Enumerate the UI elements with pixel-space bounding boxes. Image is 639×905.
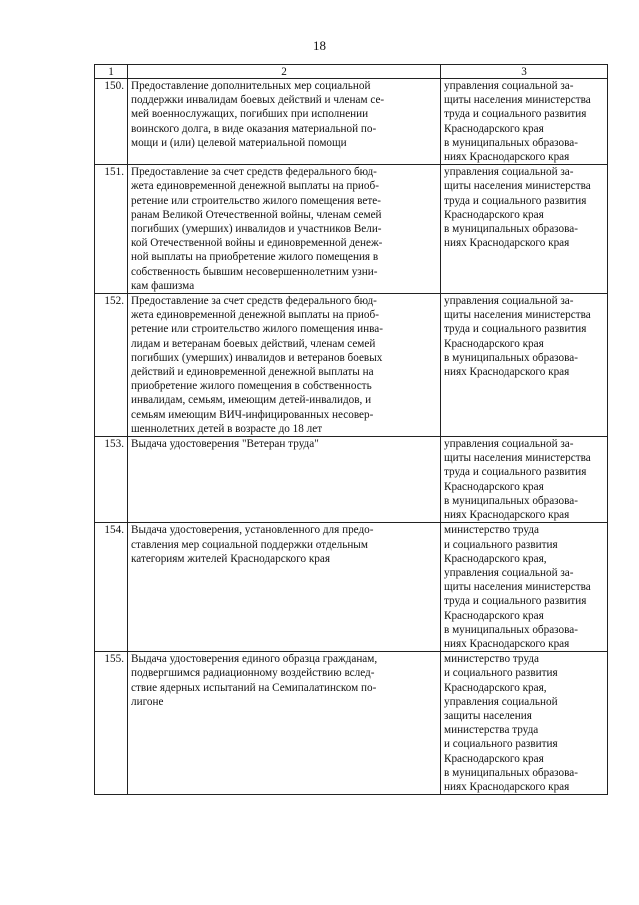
table-header bbox=[95, 65, 608, 79]
service-text-line: действий и единовременной денежной выплаты на bbox=[131, 366, 374, 379]
organization-text-line: управления социальной за- bbox=[444, 80, 574, 92]
responsible-organization bbox=[441, 165, 608, 294]
organization-text-line: в муниципальных образова- bbox=[444, 494, 578, 507]
service-description bbox=[128, 523, 441, 652]
organization-text-line: труда и социального развития bbox=[444, 323, 587, 336]
table-row bbox=[95, 294, 608, 437]
organization-text-line: Краснодарского края bbox=[444, 337, 544, 350]
organization-text-line: и социального развития bbox=[444, 738, 558, 751]
table-row bbox=[95, 79, 608, 165]
service-text-line: ставления мер социальной поддержки отдельным bbox=[131, 538, 368, 551]
responsible-organization bbox=[441, 523, 608, 652]
organization-text-line: защиты населения bbox=[444, 709, 532, 722]
service-text-line: ной выплаты на приобретение жилого помещения в bbox=[131, 251, 379, 264]
page-number: 18 bbox=[313, 38, 326, 53]
table-row bbox=[95, 437, 608, 523]
row-number: 154. bbox=[95, 523, 128, 652]
organization-text-line: ниях Краснодарского края bbox=[444, 509, 570, 522]
row-number: 150. bbox=[95, 79, 128, 165]
organization-text-line: управления социальной за- bbox=[444, 438, 574, 451]
table-body bbox=[95, 79, 608, 795]
service-text-line: жета единовременной денежной выплаты на приоб- bbox=[131, 180, 379, 193]
row-number: 155. bbox=[95, 652, 128, 795]
service-text-line: лигоне bbox=[131, 695, 164, 708]
service-text-line: воинского долга, в виде оказания материальной по- bbox=[131, 122, 377, 135]
service-text-line: погибших (умерших) инвалидов и участников Вели- bbox=[131, 223, 382, 236]
organization-text-line: министерства труда bbox=[444, 724, 539, 737]
service-text-line: мей военнослужащих, погибших при исполнении bbox=[131, 108, 369, 121]
service-description bbox=[128, 79, 441, 165]
organization-text-line: ниях Краснодарского края bbox=[444, 237, 570, 250]
organization-text-line: Краснодарского края, bbox=[444, 552, 547, 565]
organization-text-line: Краснодарского края bbox=[444, 480, 544, 493]
organization-text-line: труда и социального развития bbox=[444, 466, 587, 479]
organization-text-line: ниях Краснодарского края bbox=[444, 780, 570, 793]
service-text-line: мощи и (или) целевой материальной помощи bbox=[131, 136, 347, 149]
service-text-line: ретение или строительство жилого помещения вете- bbox=[131, 194, 381, 207]
service-text-line: Выдача удостоверения единого образца гражданам, bbox=[131, 653, 378, 666]
organization-text-line: щиты населения министерства bbox=[444, 309, 591, 322]
organization-text-line: и социального развития bbox=[444, 667, 558, 680]
organization-text-line: Краснодарского края bbox=[444, 122, 544, 135]
service-text-line: Выдача удостоверения "Ветеран труда" bbox=[131, 438, 319, 451]
organization-text-line: ниях Краснодарского края bbox=[444, 637, 570, 650]
organization-text-line: Краснодарского края bbox=[444, 208, 544, 221]
organization-text-line: министерство труда bbox=[444, 524, 539, 537]
responsible-organization bbox=[441, 437, 608, 523]
services-table bbox=[94, 64, 608, 795]
organization-text-line: ниях Краснодарского края bbox=[444, 151, 570, 164]
service-description bbox=[128, 437, 441, 523]
service-text-line: подвергшимся радиационному воздействию вслед- bbox=[131, 667, 375, 680]
organization-text-line: в муниципальных образова- bbox=[444, 136, 578, 149]
table-row bbox=[95, 652, 608, 795]
service-text-line: ретение или строительство жилого помещения инва- bbox=[131, 323, 383, 336]
service-text-line: Предоставление за счет средств федерального бюд- bbox=[131, 166, 377, 179]
organization-text-line: управления социальной за- bbox=[444, 566, 574, 579]
organization-text-line: щиты населения министерства bbox=[444, 180, 591, 193]
organization-text-line: министерство труда bbox=[444, 653, 539, 666]
service-text-line: Предоставление за счет средств федерального бюд- bbox=[131, 295, 377, 308]
table-row bbox=[95, 523, 608, 652]
service-description bbox=[128, 294, 441, 437]
table-row bbox=[95, 165, 608, 294]
row-number: 152. bbox=[95, 294, 128, 437]
responsible-organization bbox=[441, 652, 608, 795]
organization-text-line: Краснодарского края bbox=[444, 752, 544, 765]
organization-text-line: в муниципальных образова- bbox=[444, 623, 578, 636]
service-text-line: категориям жителей Краснодарского края bbox=[131, 552, 330, 565]
organization-text-line: труда и социального развития bbox=[444, 108, 587, 121]
service-text-line: семьям имеющим ВИЧ-инфицированных несовер- bbox=[131, 408, 374, 421]
organization-text-line: управления социальной за- bbox=[444, 295, 574, 308]
organization-text-line: управления социальной за- bbox=[444, 166, 574, 179]
organization-text-line: Краснодарского края bbox=[444, 609, 544, 622]
service-description bbox=[128, 165, 441, 294]
service-text-line: Выдача удостоверения, установленного для предо- bbox=[131, 524, 374, 537]
service-text-line: кой Отечественной войны и единовременной денеж- bbox=[131, 237, 383, 250]
service-text-line: инвалидам, семьям, имеющим детей-инвалидов, и bbox=[131, 394, 372, 407]
responsible-organization bbox=[441, 79, 608, 165]
organization-text-line: труда и социального развития bbox=[444, 595, 587, 608]
organization-text-line: управления социальной bbox=[444, 695, 558, 708]
organization-text-line: щиты населения министерства bbox=[444, 581, 591, 594]
column-header-service: 2 bbox=[128, 65, 441, 79]
organization-text-line: в муниципальных образова- bbox=[444, 766, 578, 779]
responsible-organization bbox=[441, 294, 608, 437]
column-header-number: 1 bbox=[95, 65, 128, 79]
service-text-line: жета единовременной денежной выплаты на приоб- bbox=[131, 309, 379, 322]
organization-text-line: и социального развития bbox=[444, 538, 558, 551]
row-number: 153. bbox=[95, 437, 128, 523]
column-header-organization: 3 bbox=[441, 65, 608, 79]
service-text-line: Предоставление дополнительных мер социальной bbox=[131, 80, 371, 92]
row-number: 151. bbox=[95, 165, 128, 294]
service-text-line: ствие ядерных испытаний на Семипалатинском по- bbox=[131, 681, 377, 694]
organization-text-line: в муниципальных образова- bbox=[444, 223, 578, 236]
header-row bbox=[95, 65, 608, 79]
organization-text-line: ниях Краснодарского края bbox=[444, 366, 570, 379]
service-text-line: ранам Великой Отечественной войны, членам семей bbox=[131, 208, 382, 221]
organization-text-line: щиты населения министерства bbox=[444, 452, 591, 465]
service-text-line: шеннолетних детей в возрасте до 18 лет bbox=[131, 422, 323, 435]
organization-text-line: труда и социального развития bbox=[444, 194, 587, 207]
service-text-line: приобретение жилого помещения в собственность bbox=[131, 380, 372, 393]
service-text-line: собственность бывшим несовершеннолетним узни- bbox=[131, 265, 378, 278]
organization-text-line: Краснодарского края, bbox=[444, 681, 547, 694]
service-text-line: лидам и ветеранам боевых действий, членам семей bbox=[131, 337, 376, 350]
service-text-line: погибших (умерших) инвалидов и ветеранов боевых bbox=[131, 351, 383, 364]
organization-text-line: в муниципальных образова- bbox=[444, 351, 578, 364]
service-text-line: поддержки инвалидам боевых действий и членам се- bbox=[131, 94, 385, 107]
service-description bbox=[128, 652, 441, 795]
service-text-line: кам фашизма bbox=[131, 279, 195, 292]
organization-text-line: щиты населения министерства bbox=[444, 94, 591, 107]
